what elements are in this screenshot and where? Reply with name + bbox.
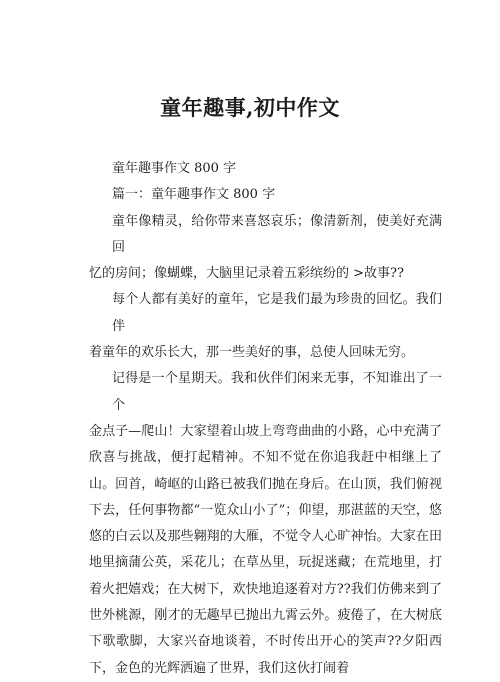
document-heading-essay: 童年趣事作文 800 字 <box>112 161 237 176</box>
paragraph-first-line: 记得是一个星期天。我和伙伴们闲来无事，不知谁出了一个 <box>112 371 442 413</box>
document-body <box>89 156 442 682</box>
document-heading-part-one: 篇一：童年趣事作文 800 字 <box>112 187 276 203</box>
document-title: 童年趣事,初中作文 <box>160 95 340 120</box>
paragraph <box>89 209 442 288</box>
paragraph-continuation: 忆的房间；像蝴蝶，大脑里记录着五彩缤纷的 >故事?? <box>89 266 404 282</box>
paragraph-continuation: 金点子—爬山！大家望着山坡上弯弯曲曲的小路，心中充满了欣喜与挑战，便打起精神。不知不觉在你追我赶中相继上了山。回首，崎岖的山路已被我们抛在身后。在山顶，我们俯视下去，任何事物都“一览众山小了”；仰望，那湛蓝的天空，悠悠的白云以及那些翱翔的大雁，不觉令人心旷神怡。大家在田地里摘蒲公英，采花儿；在草丛里，玩捉迷藏；在荒地里，打着火把嬉戏；在大树下，欢快地追逐着对方??我们仿佛来到了世外桃源，刚才的无趣早已抛出九霄云外。疲倦了，在大树底下歌歌脚，大家兴奋地谈着，不时传出开心的笑声??夕阳西下，金色的光辉洒遍了世界，我们这伙打闹着 <box>89 423 442 676</box>
paragraph-continuation: 着童年的欢乐长大，那一些美好的事，总使人回味无穷。 <box>89 345 415 361</box>
paragraph <box>89 366 442 682</box>
paragraph <box>89 287 442 366</box>
paragraph-first-line: 每个人都有美好的童年，它是我们最为珍贵的回忆。我们伴 <box>112 292 442 334</box>
paragraph-first-line: 童年像精灵，给你带来喜怒哀乐；像清新剂，使美好充满回 <box>112 213 442 255</box>
